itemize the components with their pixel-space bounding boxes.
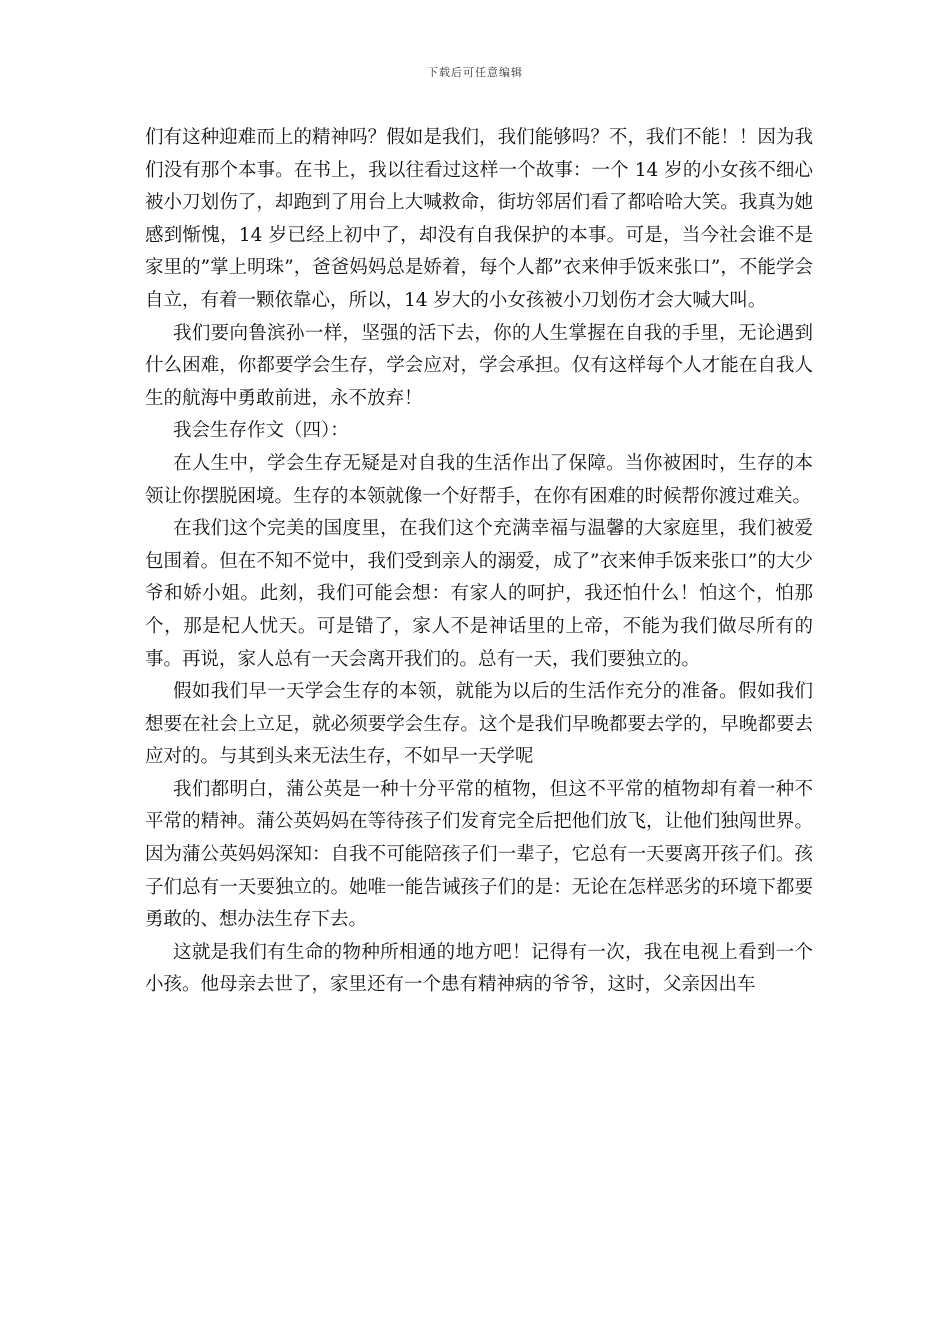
document-body bbox=[145, 122, 813, 1002]
paragraph: 我们都明白，蒲公英是一种十分平常的植物，但这不平常的植物却有着一种不平常的精神。蒲公英妈妈在等待孩子们发育完全后把他们放飞，让他们独闯世界。因为蒲公英妈妈深知：自我不可能陪孩子们一辈子，它总有一天要离开孩子们。孩子们总有一天要独立的。她唯一能告诫孩子们的是：无论在怎样恶劣的环境下都要勇敢的、想办法生存下去。 bbox=[145, 778, 813, 931]
page-header: 下载后可任意编辑 bbox=[427, 66, 523, 79]
paragraph: 在我们这个完美的国度里，在我们这个充满幸福与温馨的大家庭里，我们被爱包围着。但在不知不觉中，我们受到亲人的溺爱，成了”衣来伸手饭来张口”的大少爷和娇小姐。此刻，我们可能会想：有家人的呵护，我还怕什么！怕这个，怕那个，那是杞人忧天。可是错了，家人不是神话里的上帝，不能为我们做尽所有的事。再说，家人总有一天会离开我们的。总有一天，我们要独立的。 bbox=[145, 518, 813, 670]
paragraph: 我们要向鲁滨孙一样，坚强的活下去，你的人生掌握在自我的手里，无论遇到什么困难，你都要学会生存，学会应对，学会承担。仅有这样每个人才能在自我人生的航海中勇敢前进，永不放弃！ bbox=[145, 322, 813, 409]
paragraph: 这就是我们有生命的物种所相通的地方吧！记得有一次，我在电视上看到一个小孩。他母亲去世了，家里还有一个患有精神病的爷爷，这时，父亲因出车 bbox=[145, 941, 813, 996]
paragraph: 假如我们早一天学会生存的本领，就能为以后的生活作充分的准备。假如我们想要在社会上立足，就必须要学会生存。这个是我们早晚都要去学的，早晚都要去应对的。与其到头来无法生存，不如早一天学呢 bbox=[145, 681, 813, 768]
section-heading: 我会生存作文（四）： bbox=[173, 420, 349, 442]
paragraph-continuation: 们有这种迎难而上的精神吗？假如是我们，我们能够吗？不，我们不能！！因为我们没有那个本事。在书上，我以往看过这样一个故事：一个 14 岁的小女孩不细心被小刀划伤了，却跑到了用台上大喊救命，街坊邻居们看了都哈哈大笑。我真为她感到惭愧，14 岁已经上初中了，却没有自我保护的本事。可是，当今社会谁不是家里的”掌上明珠”，爸爸妈妈总是娇着，每个人都”衣来伸手饭来张口”，不能学会自立，有着一颗依靠心，所以，14 岁大的小女孩被小刀划伤才会大喊大叫。 bbox=[145, 127, 813, 311]
paragraph: 在人生中，学会生存无疑是对自我的生活作出了保障。当你被困时，生存的本领让你摆脱困境。生存的本领就像一个好帮手，在你有困难的时候帮你渡过难关。 bbox=[145, 452, 813, 507]
